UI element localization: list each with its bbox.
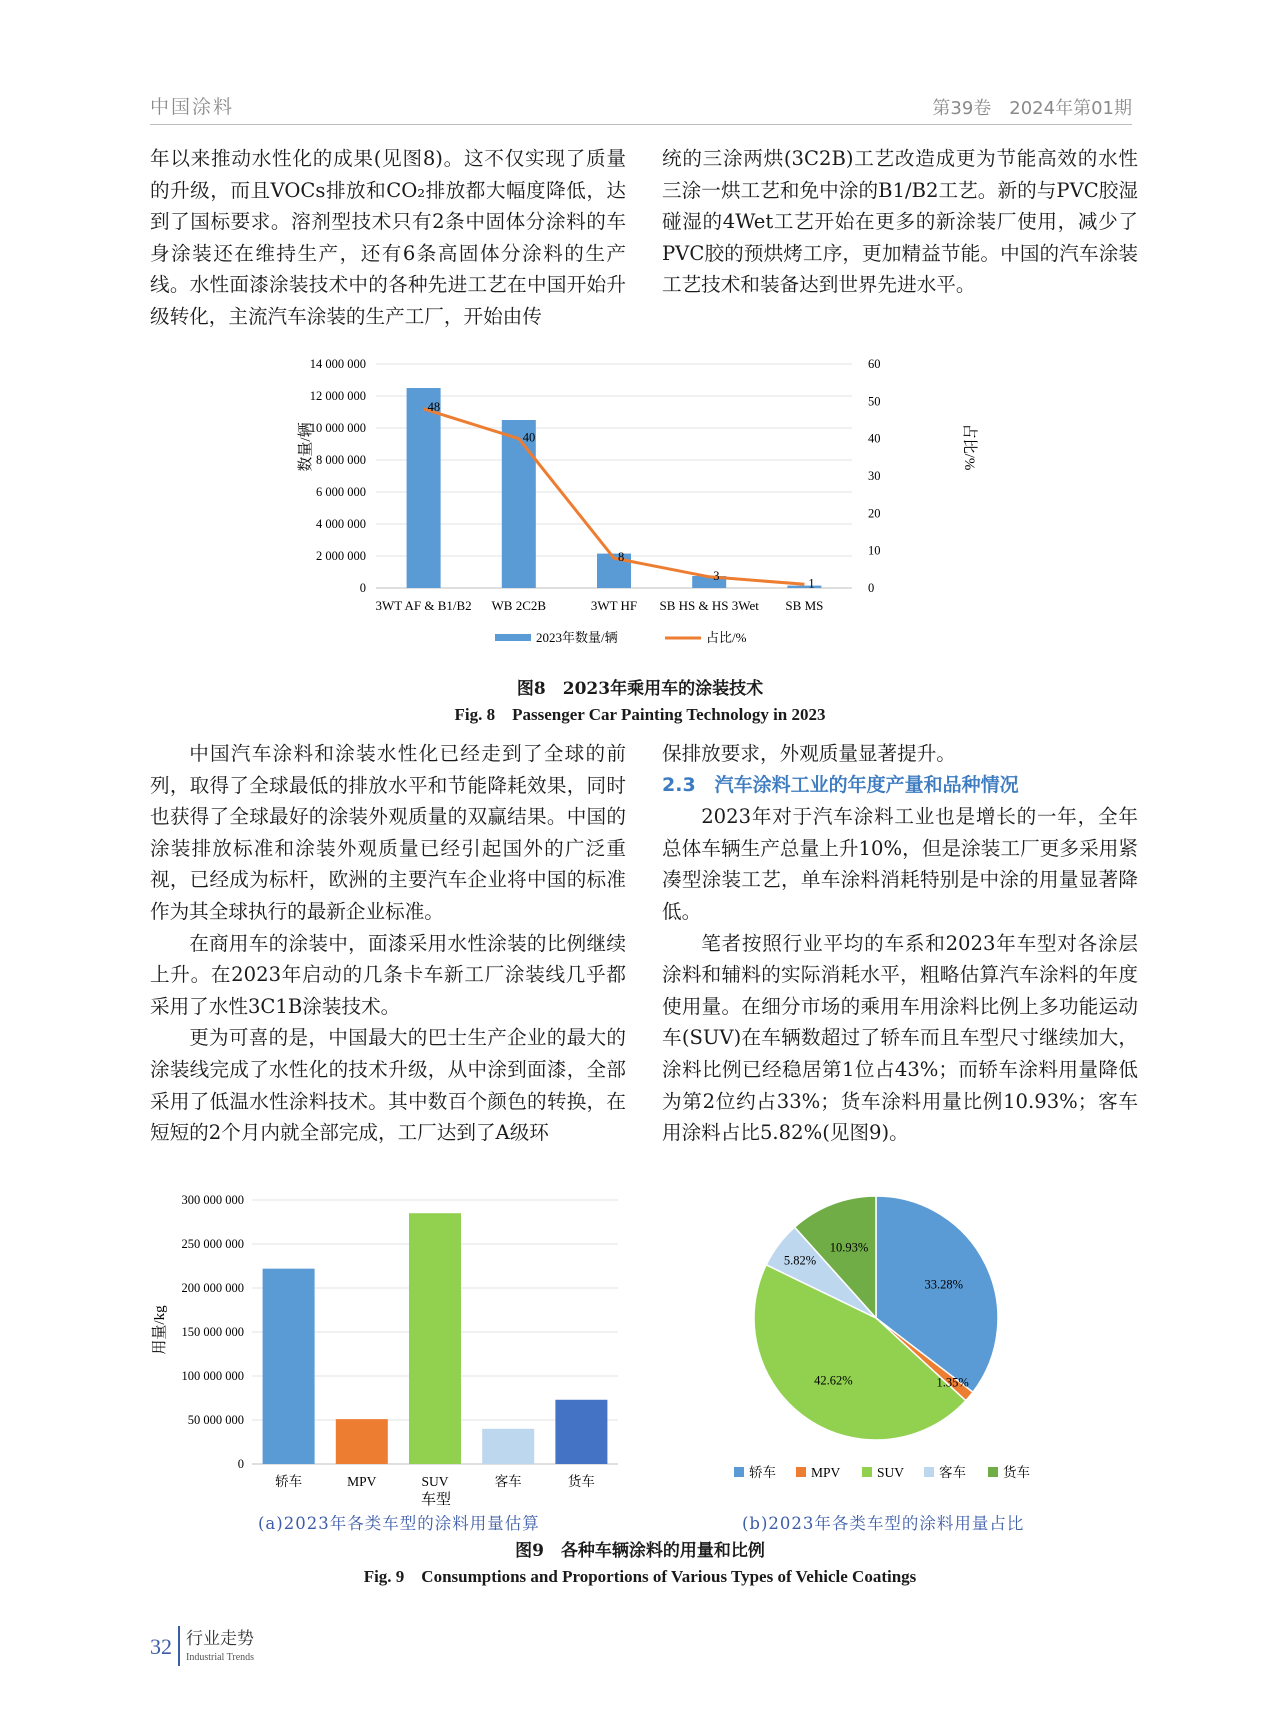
fig8-y2-tick: 20 bbox=[868, 506, 881, 521]
fig9a-bar bbox=[482, 1429, 534, 1464]
fig9a-x-axis-label: 车型 bbox=[420, 1492, 452, 1508]
fig8-y2-axis-ticks bbox=[868, 357, 881, 595]
fig9a-x-tick: 客车 bbox=[494, 1474, 522, 1489]
fig8-x-axis-ticks bbox=[375, 598, 823, 613]
legend-swatch-bar bbox=[495, 634, 531, 641]
fig8-data-label: 3 bbox=[713, 568, 720, 583]
paragraph: 更为可喜的是，中国最大的巴士生产企业的最大的涂装线完成了水性化的技术升级，从中涂到面漆，全部采用了低温水性涂料技术。其中数百个颜色的转换，在短短的2个月内就全部完成，工厂达到了A级环 bbox=[150, 1026, 626, 1145]
paragraph: 2023年对于汽车涂料工业也是增长的一年，全年总体车辆生产总量上升10%，但是涂装工厂更多采用紧凑型涂装工艺，单车涂料消耗特别是中涂的用量显著降低。 bbox=[662, 805, 1138, 923]
fig9b-data-label: 10.93% bbox=[829, 1240, 869, 1255]
fig8-data-label: 1 bbox=[808, 576, 815, 591]
fig9b-data-label: 1.35% bbox=[936, 1375, 969, 1390]
fig9a-bars bbox=[263, 1213, 608, 1464]
fig9b-data-label: 42.62% bbox=[814, 1373, 853, 1388]
fig9a-y-tick: 0 bbox=[237, 1457, 244, 1471]
fig9-caption-cn: 图9 各种车辆涂料的用量和比例 bbox=[515, 1541, 765, 1561]
left-column-top bbox=[150, 143, 626, 333]
fig9a-y-tick: 250 000 000 bbox=[181, 1237, 244, 1251]
fig8-chart bbox=[280, 352, 1000, 670]
fig8-share-line bbox=[424, 409, 805, 584]
fig8-data-label: 8 bbox=[618, 550, 625, 565]
fig9b-legend-swatch bbox=[796, 1467, 806, 1477]
fig9b-legend-label: MPV bbox=[811, 1465, 841, 1480]
header-rule bbox=[150, 124, 1132, 125]
fig8-y2-axis-label: 占比/% bbox=[961, 423, 977, 471]
fig9a-x-tick: SUV bbox=[421, 1474, 449, 1489]
fig8-x-tick: SB MS bbox=[785, 598, 824, 613]
fig9a-bar bbox=[409, 1213, 461, 1464]
fig9a-y-tick: 200 000 000 bbox=[181, 1281, 244, 1295]
paragraph: 在商用车的涂装中，面漆采用水性涂装的比例继续上升。在2023年启动的几条卡车新工厂涂装线几乎都采用了水性3C1B涂装技术。 bbox=[150, 931, 626, 1018]
fig9-caption-en: Fig. 9 Consumptions and Proportions of Various Types of Vehicle Coatings bbox=[363, 1567, 917, 1586]
fig8-data-label: 48 bbox=[427, 399, 441, 414]
fig8-caption-en: Fig. 8 Passenger Car Painting Technology in 2023 bbox=[454, 705, 826, 724]
fig9a-bar bbox=[336, 1419, 388, 1464]
fig9a-x-tick: 货车 bbox=[567, 1474, 595, 1489]
fig8-y-tick: 2 000 000 bbox=[316, 549, 366, 563]
fig9b-legend-label: 客车 bbox=[939, 1465, 966, 1480]
issue-info: 第39卷 2024年第01期 bbox=[932, 98, 1132, 119]
fig9b-chart bbox=[690, 1188, 1060, 1488]
section-heading: 2.3 汽车涂料工业的年度产量和品种情况 bbox=[662, 773, 1019, 796]
fig8-y-tick: 6 000 000 bbox=[316, 485, 366, 499]
fig9a-subcaption: (a)2023年各类车型的涂料用量估算 bbox=[258, 1514, 540, 1533]
fig9a-x-axis-ticks bbox=[275, 1473, 595, 1489]
fig8-data-label: 40 bbox=[522, 430, 536, 445]
fig8-y2-tick: 30 bbox=[868, 469, 881, 483]
fig8-legend bbox=[495, 630, 747, 645]
legend-label-count: 2023年数量/辆 bbox=[536, 630, 618, 645]
fig8-x-tick: 3WT HF bbox=[590, 598, 638, 613]
fig8-y-tick: 10 000 000 bbox=[309, 421, 366, 435]
fig9a-y-tick: 300 000 000 bbox=[181, 1193, 244, 1207]
fig9a-x-tick: 轿车 bbox=[275, 1474, 303, 1489]
fig8-y2-tick: 10 bbox=[868, 543, 881, 558]
paragraph: 笔者按照行业平均的车系和2023年车型对各涂层涂料和辅料的实际消耗水平，粗略估算汽车涂料的年度使用量。在细分市场的乘用车用涂料比例上多功能运动车(SUV)在车辆数超过了轿车而且车型尺寸继续加大，涂料比例已经稳居第1位占43%；而轿车涂料用量降低为第2位约占33%；货车涂料用量比例10.93%；客车用涂料占比5.82%(见图9)。 bbox=[662, 931, 1138, 1145]
fig9b-legend-label: 轿车 bbox=[749, 1465, 776, 1480]
fig9a-chart bbox=[140, 1188, 660, 1518]
footer-section-cn: 行业走势 bbox=[186, 1629, 254, 1649]
fig9b-legend bbox=[734, 1464, 1030, 1480]
fig8-x-tick: SB HS & HS 3Wet bbox=[659, 598, 759, 613]
fig9b-data-label: 33.28% bbox=[924, 1277, 964, 1292]
paragraph: 保排放要求，外观质量显著提升。 bbox=[662, 742, 956, 765]
fig8-y-tick: 8 000 000 bbox=[316, 453, 366, 467]
fig8-y-tick: 0 bbox=[359, 581, 366, 595]
fig9a-x-tick: MPV bbox=[347, 1474, 377, 1489]
fig9a-y-tick: 50 000 000 bbox=[187, 1413, 244, 1427]
fig9b-legend-label: SUV bbox=[877, 1465, 905, 1480]
legend-label-share: 占比/% bbox=[706, 630, 747, 645]
fig8-y2-tick: 0 bbox=[868, 581, 875, 595]
fig9b-slices bbox=[754, 1196, 998, 1440]
fig8-y2-tick: 60 bbox=[868, 357, 881, 371]
fig9b-legend-swatch bbox=[924, 1467, 934, 1477]
right-column-top bbox=[662, 143, 1138, 301]
fig9b-legend-swatch bbox=[734, 1467, 744, 1477]
fig9b-legend-swatch bbox=[862, 1467, 872, 1477]
fig8-y-axis-label: 数量/辆 bbox=[298, 422, 314, 472]
paragraph: 统的三涂两烘(3C2B)工艺改造成更为节能高效的水性三涂一烘工艺和免中涂的B1/B2工艺。新的与PVC胶湿碰湿的4Wet工艺开始在更多的新涂装厂使用，减少了PVC胶的预烘烤工序，更加精益节能。中国的汽车涂装工艺技术和装备达到世界先进水平。 bbox=[662, 147, 1138, 297]
fig8-y-tick: 12 000 000 bbox=[309, 389, 366, 403]
fig9a-y-tick: 150 000 000 bbox=[181, 1325, 244, 1339]
page-number: 32 bbox=[150, 1634, 172, 1659]
footer-section-en: Industrial Trends bbox=[186, 1652, 255, 1663]
fig9b-subcaption: (b)2023年各类车型的涂料用量占比 bbox=[742, 1514, 1025, 1533]
fig9a-y-axis-ticks bbox=[182, 1193, 245, 1471]
fig9a-bar bbox=[263, 1269, 315, 1464]
right-column-bottom bbox=[662, 738, 1138, 1149]
fig8-bar bbox=[502, 420, 536, 588]
journal-name: 中国涂料 bbox=[150, 96, 235, 118]
fig9b-legend-label: 货车 bbox=[1003, 1465, 1030, 1480]
fig9b-data-label: 5.82% bbox=[783, 1253, 817, 1268]
fig8-y2-tick: 40 bbox=[868, 431, 881, 446]
fig8-x-tick: WB 2C2B bbox=[491, 598, 547, 613]
paragraph: 中国汽车涂料和涂装水性化已经走到了全球的前列，取得了全球最低的排放水平和节能降耗效果，同时也获得了全球最好的涂装外观质量的双赢结果。中国的涂装排放标准和涂装外观质量已经引起国外的广泛重视，已经成为标杆，欧洲的主要汽车企业将中国的标准作为其全球执行的最新企业标准。 bbox=[150, 742, 626, 923]
paragraph: 年以来推动水性化的成果(见图8)。这不仅实现了质量的升级，而且VOCs排放和CO₂排放都大幅度降低，达到了国标要求。溶剂型技术只有2条中固体分涂料的车身涂装还在维持生产，还有6条高固体分涂料的生产线。水性面漆涂装技术中的各种先进工艺在中国开始升级转化，主流汽车涂装的生产工厂，开始由传 bbox=[150, 147, 626, 328]
fig8-bar bbox=[407, 388, 441, 588]
fig8-bar bbox=[787, 586, 821, 588]
footer-divider bbox=[178, 1626, 180, 1666]
fig8-y2-tick: 50 bbox=[868, 394, 881, 409]
fig8-caption-cn: 图8 2023年乘用车的涂装技术 bbox=[516, 679, 764, 699]
fig9a-y-axis-label: 用量/kg bbox=[152, 1305, 168, 1355]
fig8-x-tick: 3WT AF & B1/B2 bbox=[375, 598, 472, 613]
fig9b-legend-swatch bbox=[988, 1467, 998, 1477]
fig9a-y-tick: 100 000 000 bbox=[181, 1369, 244, 1383]
left-column-bottom bbox=[150, 738, 626, 1149]
fig8-y-tick: 4 000 000 bbox=[316, 517, 366, 531]
fig8-y-axis-ticks bbox=[310, 357, 366, 595]
fig9a-bar bbox=[555, 1400, 607, 1464]
fig8-y-tick: 14 000 000 bbox=[309, 357, 366, 371]
